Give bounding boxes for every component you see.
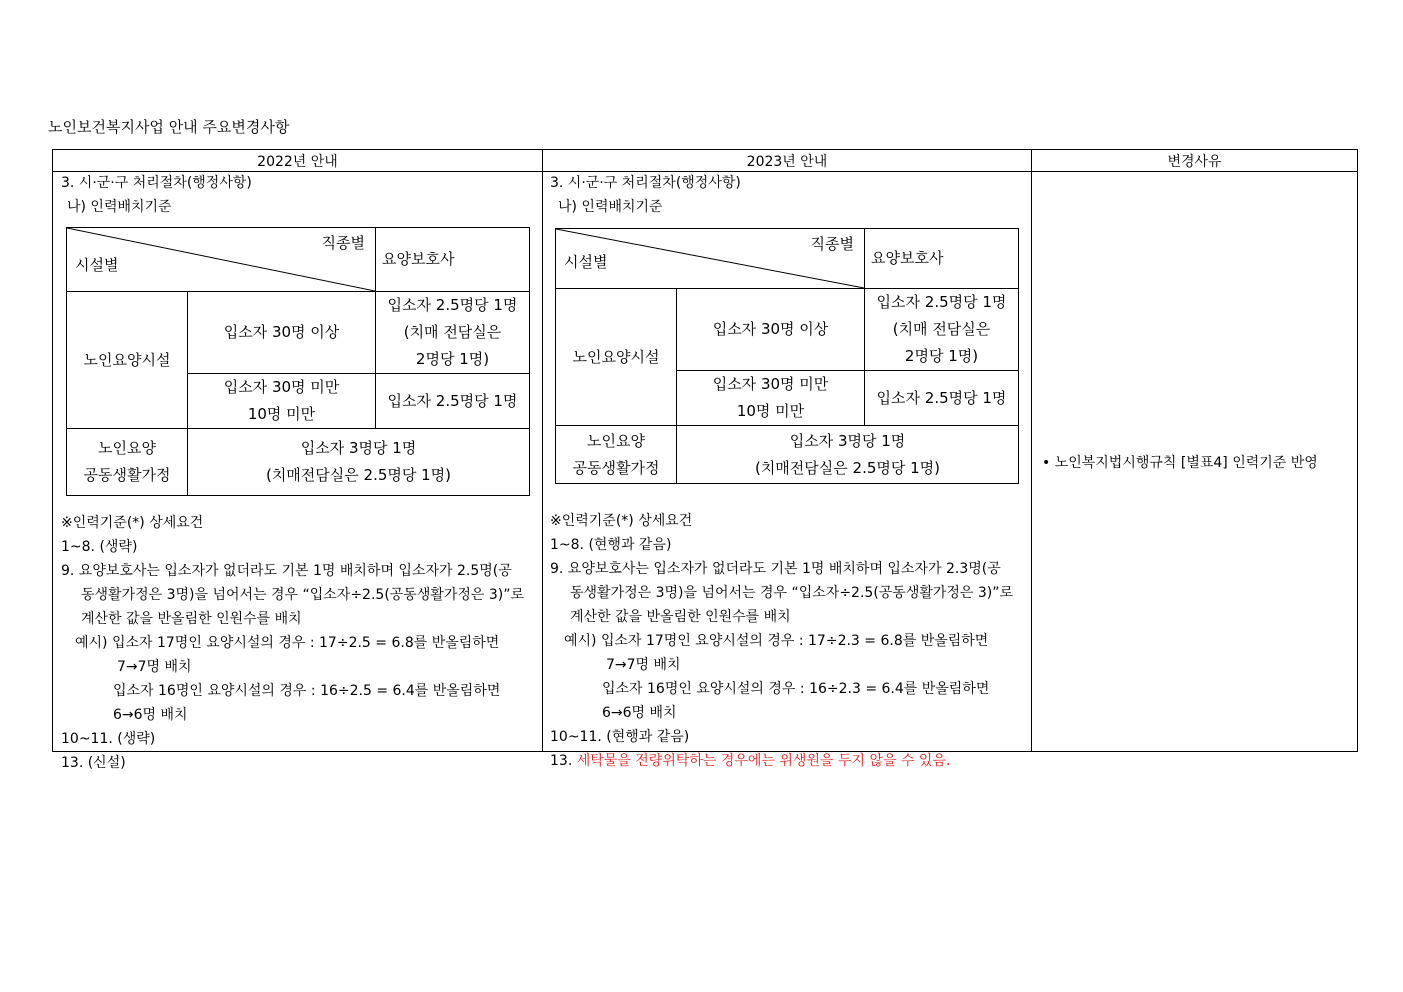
ratio-line: (치매 전담실은 bbox=[403, 323, 502, 341]
condition-line: 입소자 30명 미만 bbox=[223, 378, 340, 396]
note-line: 1~8. (현행과 같음) bbox=[550, 537, 672, 553]
column-reason bbox=[1032, 172, 1358, 752]
facility-group-home bbox=[556, 426, 677, 484]
note-line: 입소자 16명인 요양시설의 경우 : 16÷2.3 = 6.4를 반올림하면 bbox=[602, 681, 990, 697]
facility-line: 노인요양 bbox=[587, 431, 645, 450]
note-line: 6→6명 배치 bbox=[113, 707, 188, 723]
header-2022: 2022년 안내 bbox=[53, 150, 543, 172]
note-line: 계산한 값을 반올림한 인원수를 배치 bbox=[81, 611, 302, 627]
diagonal-header-cell bbox=[556, 229, 865, 289]
note-line: 13. (신설) bbox=[61, 755, 126, 771]
note-line: 7→7명 배치 bbox=[117, 659, 192, 675]
note13-prefix: 13. bbox=[550, 753, 573, 769]
note-line: ※인력기준(*) 상세요건 bbox=[61, 515, 204, 531]
staffing-table-2023 bbox=[555, 228, 1019, 484]
diag-top-label: 직종별 bbox=[810, 235, 854, 253]
ratio-line: 2명당 1명) bbox=[415, 350, 490, 368]
note-line: 계산한 값을 반올림한 인원수를 배치 bbox=[570, 609, 791, 625]
note-line: ※인력기준(*) 상세요건 bbox=[550, 513, 693, 529]
note-line: 9. 요양보호사는 입소자가 없더라도 기본 1명 배치하며 입소자가 2.3명(공 bbox=[550, 561, 1001, 577]
ratio-line: (치매 전담실은 bbox=[892, 320, 991, 338]
condition-under-30 bbox=[188, 374, 376, 429]
note13-highlighted-text: 세탁물을 전량위탁하는 경우에는 위생원을 두지 않을 수 있음. bbox=[576, 753, 951, 769]
condition-line: 10명 미만 bbox=[736, 402, 805, 420]
note-line-13 bbox=[550, 752, 950, 770]
subsection-heading: 나) 인력배치기준 bbox=[558, 199, 663, 215]
header-caregiver: 요양보호사 bbox=[376, 228, 530, 292]
diag-bottom-label: 시설별 bbox=[75, 256, 119, 274]
ratio-line: 입소자 3명당 1명 bbox=[300, 439, 417, 457]
ratio-under-30: 입소자 2.5명당 1명 bbox=[376, 374, 530, 429]
reason-item: • 노인복지법시행규칙 [별표4] 인력기준 반영 bbox=[1042, 455, 1318, 471]
column-2022 bbox=[53, 172, 543, 771]
ratio-line: 입소자 2.5명당 1명 bbox=[876, 293, 1007, 311]
ratio-under-30: 입소자 2.5명당 1명 bbox=[865, 371, 1019, 426]
condition-under-30 bbox=[677, 371, 865, 426]
ratio-group-home bbox=[188, 429, 530, 496]
comparison-table bbox=[52, 149, 1358, 771]
condition-30-plus: 입소자 30명 이상 bbox=[188, 292, 376, 374]
diag-bottom-label: 시설별 bbox=[564, 253, 608, 271]
facility-group-home bbox=[67, 429, 188, 496]
facility-nursing-home: 노인요양시설 bbox=[556, 289, 677, 426]
condition-line: 입소자 30명 미만 bbox=[712, 375, 829, 393]
facility-line: 노인요양 bbox=[98, 439, 156, 457]
header-reason: 변경사유 bbox=[1032, 150, 1358, 172]
staffing-table-2022 bbox=[66, 227, 530, 496]
section-heading: 3. 시·군·구 처리절차(행정사항) bbox=[550, 175, 741, 191]
facility-line: 공동생활가정 bbox=[83, 466, 171, 484]
diag-top-label: 직종별 bbox=[321, 234, 365, 252]
note-line: 동생활가정은 3명)을 넘어서는 경우 “입소자÷2.5(공동생활가정은 3)”로 bbox=[570, 585, 1014, 601]
ratio-30-plus bbox=[376, 292, 530, 374]
ratio-30-plus bbox=[865, 289, 1019, 371]
note-line: 10~11. (현행과 같음) bbox=[550, 729, 690, 745]
facility-line: 공동생활가정 bbox=[572, 458, 660, 477]
note-line: 입소자 16명인 요양시설의 경우 : 16÷2.5 = 6.4를 반올림하면 bbox=[113, 683, 501, 699]
diagonal-header-cell bbox=[67, 228, 376, 292]
note-line: 예시) 입소자 17명인 요양시설의 경우 : 17÷2.3 = 6.8를 반올림하면 bbox=[564, 633, 989, 649]
note-line: 6→6명 배치 bbox=[602, 705, 677, 721]
document-title: 노인보건복지사업 안내 주요변경사항 bbox=[48, 118, 290, 136]
note-line: 9. 요양보호사는 입소자가 없더라도 기본 1명 배치하며 입소자가 2.5명(공 bbox=[61, 563, 512, 579]
note-line: 1~8. (생략) bbox=[61, 539, 138, 555]
ratio-line: 입소자 3명당 1명 bbox=[789, 431, 906, 450]
note-line: 7→7명 배치 bbox=[606, 657, 681, 673]
note-line: 10~11. (생략) bbox=[61, 731, 156, 747]
header-2023: 2023년 안내 bbox=[543, 150, 1032, 172]
ratio-line: (치매전담실은 2.5명당 1명) bbox=[265, 466, 452, 484]
header-caregiver: 요양보호사 bbox=[865, 229, 1019, 289]
note-line: 예시) 입소자 17명인 요양시설의 경우 : 17÷2.5 = 6.8를 반올림하면 bbox=[75, 635, 500, 651]
subsection-heading: 나) 인력배치기준 bbox=[67, 199, 172, 215]
column-2023 bbox=[543, 172, 1032, 769]
note-line: 동생활가정은 3명)을 넘어서는 경우 “입소자÷2.5(공동생활가정은 3)”로 bbox=[81, 587, 525, 603]
ratio-group-home bbox=[677, 426, 1019, 484]
condition-line: 10명 미만 bbox=[247, 405, 316, 423]
section-heading: 3. 시·군·구 처리절차(행정사항) bbox=[61, 175, 252, 191]
ratio-line: 입소자 2.5명당 1명 bbox=[387, 296, 518, 314]
ratio-line: (치매전담실은 2.5명당 1명) bbox=[754, 458, 941, 477]
facility-nursing-home: 노인요양시설 bbox=[67, 292, 188, 429]
condition-30-plus: 입소자 30명 이상 bbox=[677, 289, 865, 371]
ratio-line: 2명당 1명) bbox=[904, 347, 979, 365]
